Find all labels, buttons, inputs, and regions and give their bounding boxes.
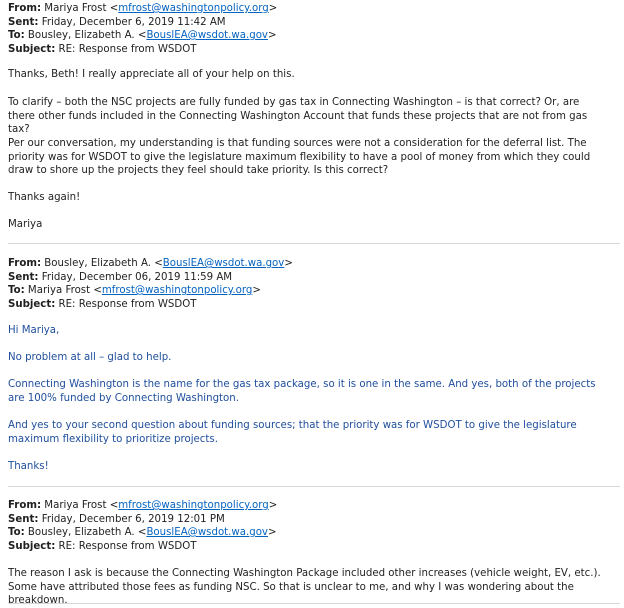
sent-date: Friday, December 6, 2019 11:42 AM xyxy=(41,16,226,28)
subject-text: RE: Response from WSDOT xyxy=(58,43,197,55)
message-2-signoff: Thanks! xyxy=(8,461,49,472)
from-email-link[interactable]: mfrost@washingtonpolicy.org xyxy=(118,3,269,14)
from-line xyxy=(8,499,620,513)
to-email-link[interactable]: BouslEA@wsdot.wa.gov xyxy=(146,30,268,41)
to-label: To: xyxy=(8,527,25,538)
to-name: Bousley, Elizabeth A. < xyxy=(27,527,147,538)
to-email-link[interactable]: BouslEA@wsdot.wa.gov xyxy=(146,527,268,538)
sent-date: Friday, December 06, 2019 11:59 AM xyxy=(41,271,233,283)
sent-label: Sent: xyxy=(8,16,39,28)
sent-date: Friday, December 6, 2019 12:01 PM xyxy=(41,513,225,525)
message-1-signature: Mariya xyxy=(8,219,43,230)
to-email-link[interactable]: mfrost@washingtonpolicy.org xyxy=(101,285,253,296)
from-label: From: xyxy=(8,3,42,14)
from-name: Mariya Frost < xyxy=(44,3,119,14)
from-email-link[interactable]: BouslEA@wsdot.wa.gov xyxy=(162,258,285,269)
sent-line xyxy=(8,16,620,30)
to-close: > xyxy=(267,30,277,41)
sent-line xyxy=(8,513,620,527)
subject-label: Subject: xyxy=(8,540,56,552)
message-3-paragraph-1: The reason I ask is because the Connecting Washington Package included other increases (vehicle weight, EV, etc.). Some have attributed those fees as funding NSC. So that is unclear to me, and why I was wondering about the breakdown. xyxy=(8,568,601,606)
subject-label: Subject: xyxy=(8,298,56,310)
message-1-paragraph-3: Per our conversation, my understanding is that funding sources were not a consideration for the deferral list. The priority was for WSDOT to give the legislature maximum flexibility to have a pool of money from which they could draw to shore up the projects they feel should take priority. Is this correct? xyxy=(8,138,591,176)
from-close: > xyxy=(284,258,293,269)
message-separator-1 xyxy=(8,243,620,244)
to-name: Mariya Frost < xyxy=(27,285,102,296)
from-name: Mariya Frost < xyxy=(44,500,119,511)
message-separator-3 xyxy=(8,603,620,604)
sent-line xyxy=(8,271,620,285)
from-close: > xyxy=(268,3,278,14)
to-line xyxy=(8,29,620,43)
from-line xyxy=(8,257,620,271)
message-2-paragraph-1: No problem at all – glad to help. xyxy=(8,352,172,363)
subject-line xyxy=(8,540,620,554)
subject-label: Subject: xyxy=(8,43,56,55)
message-2-paragraph-3: And yes to your second question about funding sources; that the priority was for WSDOT to give the legislature maximum flexibility to prioritize projects. xyxy=(8,420,577,445)
from-close: > xyxy=(268,500,278,511)
message-separator-2 xyxy=(8,486,620,487)
sent-label: Sent: xyxy=(8,271,39,283)
from-name: Bousley, Elizabeth A. < xyxy=(44,258,163,269)
subject-text: RE: Response from WSDOT xyxy=(58,298,197,310)
message-2-paragraph-2: Connecting Washington is the name for the gas tax package, so it is one in the same. And yes, both of the projects are 100% funded by Connecting Washington. xyxy=(8,379,596,404)
to-close: > xyxy=(267,527,277,538)
to-label: To: xyxy=(8,30,25,41)
message-1-paragraph-1: Thanks, Beth! I really appreciate all of your help on this. xyxy=(8,69,295,80)
sent-label: Sent: xyxy=(8,513,39,525)
subject-text: RE: Response from WSDOT xyxy=(58,540,197,552)
subject-line xyxy=(8,298,620,312)
message-1-paragraph-2: To clarify – both the NSC projects are fully funded by gas tax in Connecting Washington – is that correct? Or, are there other funds included in the Connecting Washington Account that funds these projects that are not from gas tax? xyxy=(8,97,588,135)
to-line xyxy=(8,284,620,298)
email-message-3 xyxy=(8,499,620,553)
to-label: To: xyxy=(8,285,25,296)
from-email-link[interactable]: mfrost@washingtonpolicy.org xyxy=(118,500,269,511)
from-label: From: xyxy=(8,258,42,269)
to-name: Bousley, Elizabeth A. < xyxy=(27,30,147,41)
email-message-2 xyxy=(8,257,620,311)
from-line xyxy=(8,2,620,16)
to-line xyxy=(8,526,620,540)
to-close: > xyxy=(252,285,261,296)
from-label: From: xyxy=(8,500,42,511)
subject-line xyxy=(8,43,620,57)
message-1-paragraph-4: Thanks again! xyxy=(8,192,81,203)
message-2-greeting: Hi Mariya, xyxy=(8,325,60,336)
email-message-1 xyxy=(8,2,620,56)
